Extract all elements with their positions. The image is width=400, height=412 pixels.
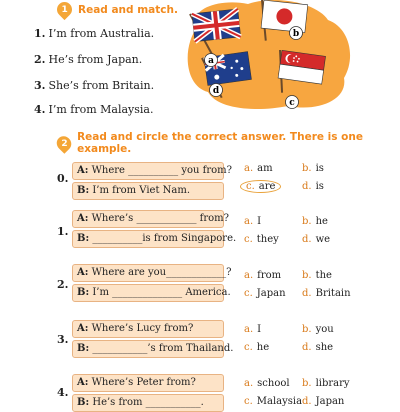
svg-text:d: d <box>212 86 220 96</box>
flags-illustration <box>178 0 358 112</box>
flag-label-b <box>290 27 303 40</box>
dialogue-box <box>72 320 234 358</box>
flag-label-a <box>205 54 218 67</box>
option-b[interactable]: b. is <box>302 163 324 174</box>
option-d[interactable]: d. is <box>302 181 324 192</box>
svg-text:b: b <box>292 29 300 39</box>
option-c[interactable]: c. they <box>244 234 279 245</box>
section-1-header <box>57 2 178 17</box>
section-number-pin-icon: 1 <box>54 0 75 20</box>
question-number: 3. <box>57 333 69 346</box>
dialogue-line-b: B: I’m ______________ America. <box>72 284 224 302</box>
option-b[interactable]: b. he <box>302 216 328 227</box>
option-a[interactable]: a. I <box>244 216 262 227</box>
option-d[interactable]: d. Britain <box>302 288 351 299</box>
svg-text:a: a <box>208 56 214 66</box>
dialogue-box <box>72 210 237 248</box>
option-a[interactable]: a. from <box>244 270 282 281</box>
dialogue-line-a: A: Where are you____________? <box>72 264 224 282</box>
option-c-circled[interactable]: c. are <box>240 180 281 193</box>
question-number: 2. <box>57 278 69 291</box>
option-c[interactable]: c. Japan <box>244 288 286 299</box>
dialogue-box <box>72 374 224 412</box>
section-number-pin-icon: 2 <box>54 133 75 154</box>
option-a[interactable]: a. I <box>244 324 262 335</box>
section-1-title: Read and match. <box>78 3 178 16</box>
question-number: 4. <box>57 386 69 399</box>
option-b[interactable]: b. you <box>302 324 334 335</box>
question-number: 0. <box>57 172 69 185</box>
sentence-4: 4. I’m from Malaysia. <box>34 103 154 116</box>
dialogue-line-a: A: Where __________ you from? <box>72 162 224 180</box>
sentence-2: 2. He’s from Japan. <box>34 53 143 66</box>
dialogue-line-b: B: ___________’s from Thailand. <box>72 340 224 358</box>
dialogue-line-b: B: __________is from Singapore. <box>72 230 224 248</box>
section-2-header <box>57 131 400 155</box>
flag-label-d <box>210 84 223 97</box>
option-d[interactable]: d. Japan <box>302 396 345 407</box>
dialogue-line-b: B: He’s from ___________. <box>72 394 224 412</box>
dialogue-box <box>72 162 232 200</box>
svg-text:c: c <box>289 98 295 108</box>
option-d[interactable]: d. we <box>302 234 331 245</box>
dialogue-line-a: A: Where’s ____________ from? <box>72 210 224 228</box>
option-a[interactable]: a. school <box>244 378 290 389</box>
option-b[interactable]: b. library <box>302 378 350 389</box>
option-b[interactable]: b. the <box>302 270 332 281</box>
dialogue-box <box>72 264 232 302</box>
flag-label-c <box>286 96 299 109</box>
option-c[interactable]: c. he <box>244 342 270 353</box>
dialogue-line-a: A: Where’s Peter from? <box>72 374 224 392</box>
section-2-title: Read and circle the correct answer. There is one example. <box>77 131 363 155</box>
sentence-1: 1. I’m from Australia. <box>34 27 155 40</box>
option-a[interactable]: a. am <box>244 163 273 174</box>
sentence-3: 3. She’s from Britain. <box>34 79 155 92</box>
option-c[interactable]: c. Malaysia <box>244 396 303 407</box>
option-d[interactable]: d. she <box>302 342 334 353</box>
dialogue-line-a: A: Where’s Lucy from? <box>72 320 224 338</box>
dialogue-line-b: B: I’m from Viet Nam. <box>72 182 224 200</box>
question-number: 1. <box>57 225 69 238</box>
